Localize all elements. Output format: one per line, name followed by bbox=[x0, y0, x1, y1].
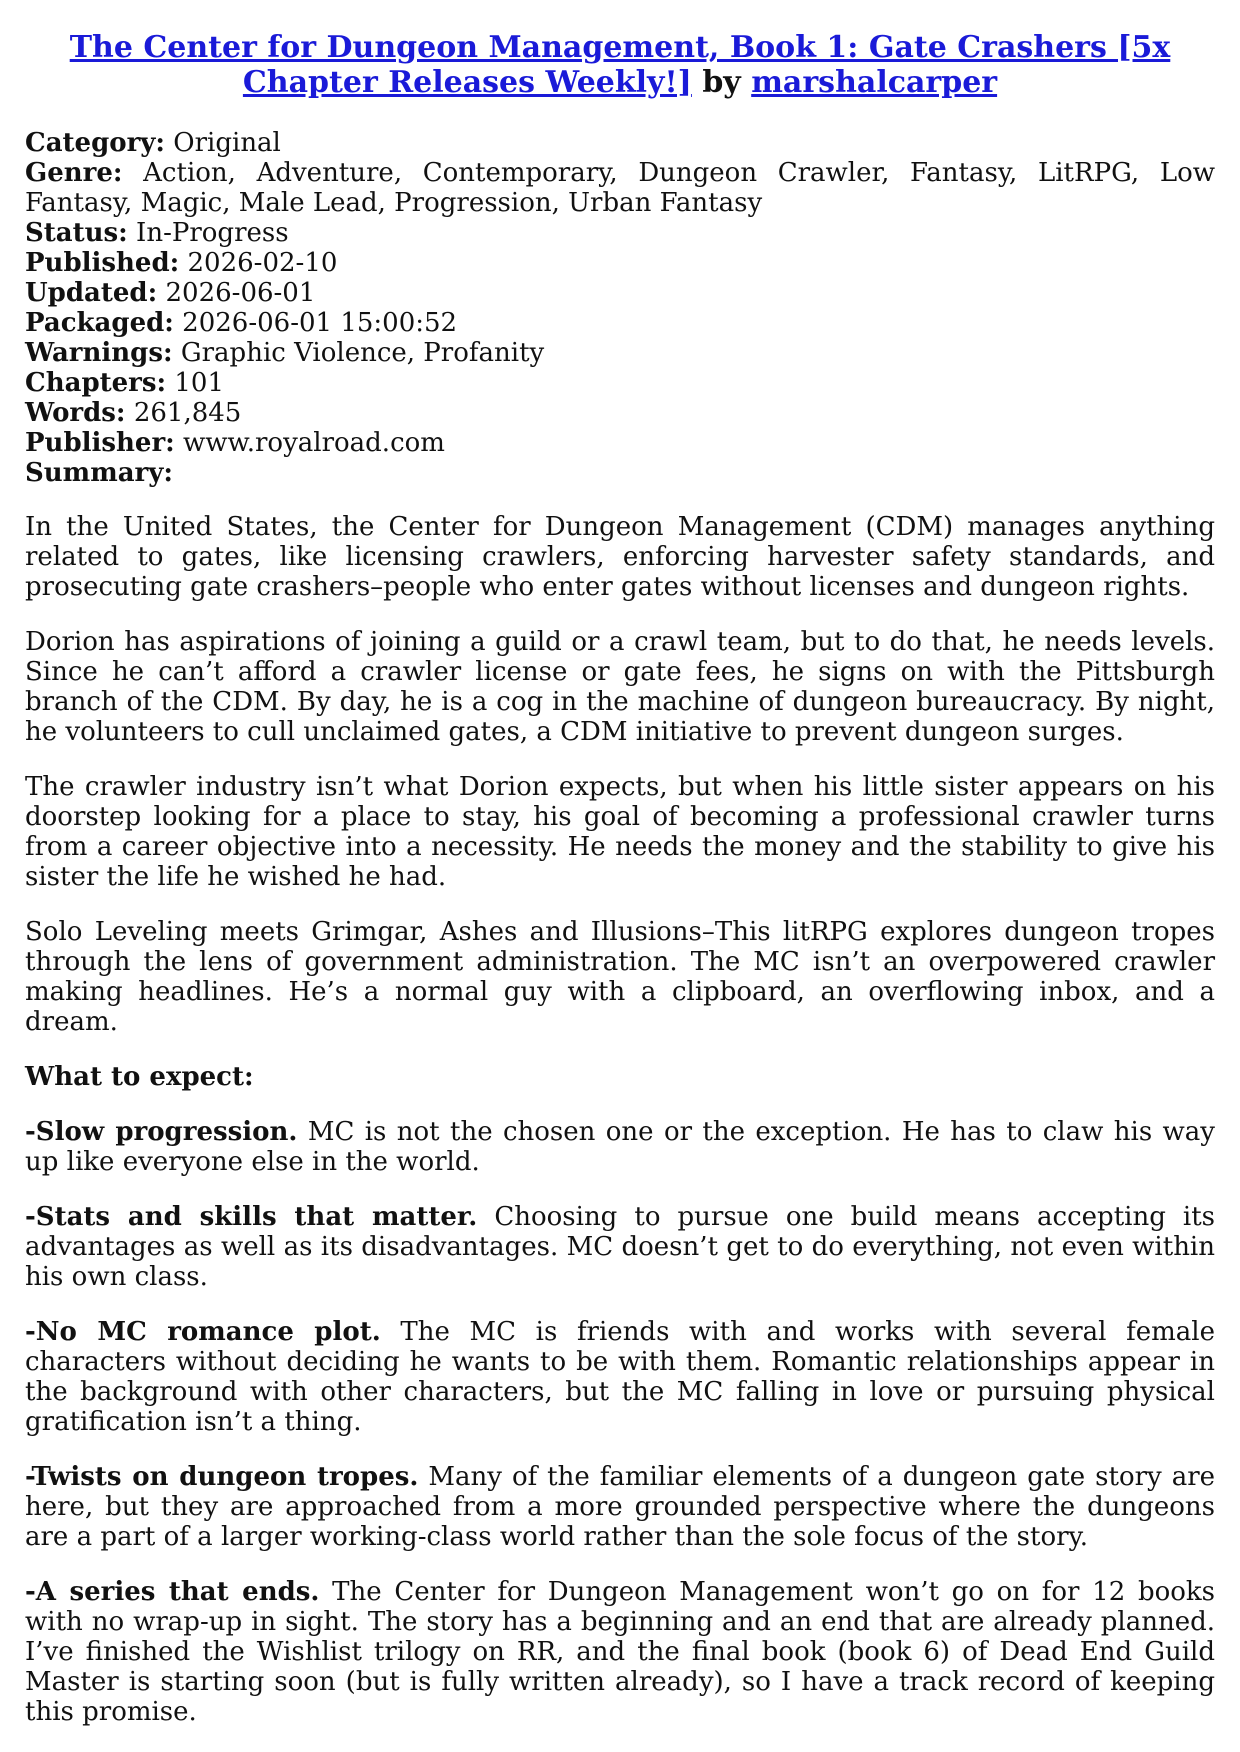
meta-value: In-Progress bbox=[136, 218, 289, 248]
meta-value: Action, Adventure, Contemporary, Dungeon Crawler, Fantasy, LitRPG, Low Fantasy, Magic, Male Lead, Progression, Urban Fantasy bbox=[25, 158, 1215, 218]
meta-chapters bbox=[25, 368, 1215, 398]
book-title-link[interactable]: The Center for Dungeon Management, Book 1: Gate Crashers [5x Chapter Releases Weekly!] bbox=[69, 30, 1171, 100]
meta-label: Updated: bbox=[25, 278, 158, 308]
meta-warnings bbox=[25, 338, 1215, 368]
expect-item-heading: -Slow progression. bbox=[25, 1117, 298, 1147]
expect-item bbox=[25, 1462, 1215, 1552]
meta-value: www.royalroad.com bbox=[183, 428, 445, 458]
meta-value: 2026-06-01 bbox=[165, 278, 316, 308]
meta-packaged bbox=[25, 308, 1215, 338]
expect-heading bbox=[25, 1062, 1215, 1092]
by-text: by bbox=[702, 65, 741, 100]
meta-label: Genre: bbox=[25, 158, 123, 188]
meta-publisher bbox=[25, 428, 1215, 458]
expect-heading-text: What to expect: bbox=[25, 1062, 254, 1092]
expect-item-text: The Center for Dungeon Management won’t go on for 12 books with no wrap-up in sight. The story has a beginning and an end that are already planned. I’ve finished the Wishlist trilogy on RR, and the final book (book 6) of Dead End Guild Master is starting soon (but is fully written already), so I have a track record of keeping this promise. bbox=[25, 1577, 1215, 1727]
meta-published bbox=[25, 248, 1215, 278]
expect-item-heading: -A series that ends. bbox=[25, 1577, 320, 1607]
summary-body bbox=[25, 512, 1215, 1727]
meta-updated bbox=[25, 278, 1215, 308]
expect-item bbox=[25, 1202, 1215, 1292]
expect-item-heading: -Stats and skills that matter. bbox=[25, 1202, 478, 1232]
summary-paragraph: Solo Leveling meets Grimgar, Ashes and Illusions–This litRPG explores dungeon tropes through the lens of government administration. The MC isn’t an overpowered crawler making headlines. He’s a normal guy with a clipboard, an overflowing inbox, and a dream. bbox=[25, 917, 1215, 1037]
expect-item bbox=[25, 1117, 1215, 1177]
expect-item-heading: -No MC romance plot. bbox=[25, 1317, 381, 1347]
meta-label: Category: bbox=[25, 128, 166, 158]
meta-value: 2026-06-01 15:00:52 bbox=[182, 308, 458, 338]
expect-item-text: The MC is friends with and works with several female characters without deciding he wants to be with them. Romantic relationships appear in the background with other characters, but the MC falling in love or pursuing physical gratification isn’t a thing. bbox=[25, 1317, 1215, 1437]
expect-item-text: Many of the familiar elements of a dungeon gate story are here, but they are approached from a more grounded perspective where the dungeons are a part of a larger working-class world rather than the sole focus of the story. bbox=[25, 1462, 1216, 1552]
meta-genre bbox=[25, 158, 1215, 218]
page-title bbox=[60, 30, 1180, 100]
meta-value: Original bbox=[173, 128, 281, 158]
meta-status bbox=[25, 218, 1215, 248]
expect-item-text: Choosing to pursue one build means accepting its advantages as well as its disadvantages. MC doesn’t get to do everything, not even within his own class. bbox=[25, 1202, 1215, 1292]
meta-label: Words: bbox=[25, 398, 126, 428]
meta-value: 2026-02-10 bbox=[187, 248, 338, 278]
meta-label: Summary: bbox=[25, 458, 173, 488]
summary-paragraph: In the United States, the Center for Dungeon Management (CDM) manages anything related to gates, like licensing crawlers, enforcing harvester safety standards, and prosecuting gate crashers–people who enter gates without licenses and dungeon rights. bbox=[25, 512, 1215, 602]
meta-label: Packaged: bbox=[25, 308, 174, 338]
expect-item bbox=[25, 1317, 1215, 1437]
meta-label: Chapters: bbox=[25, 368, 167, 398]
expect-item-text: MC is not the chosen one or the exception. He has to claw his way up like everyone else in the world. bbox=[25, 1117, 1215, 1177]
meta-label: Publisher: bbox=[25, 428, 175, 458]
meta-words bbox=[25, 398, 1215, 428]
summary-paragraph: The crawler industry isn’t what Dorion expects, but when his little sister appears on his doorstep looking for a place to stay, his goal of becoming a professional crawler turns from a career objective into a necessity. He needs the money and the stability to give his sister the life he wished he had. bbox=[25, 772, 1215, 892]
expect-item bbox=[25, 1577, 1215, 1727]
meta-value: 261,845 bbox=[133, 398, 242, 428]
meta-label: Status: bbox=[25, 218, 128, 248]
meta-summary bbox=[25, 458, 1215, 488]
summary-paragraph: Dorion has aspirations of joining a guild or a crawl team, but to do that, he needs levels. Since he can’t afford a crawler license or gate fees, he signs on with the Pittsburgh branch of the CDM. By day, he is a cog in the machine of dungeon bureaucracy. By night, he volunteers to cull unclaimed gates, a CDM initiative to prevent dungeon surges. bbox=[25, 627, 1215, 747]
meta-value: 101 bbox=[174, 368, 225, 398]
meta-label: Published: bbox=[25, 248, 180, 278]
meta-value: Graphic Violence, Profanity bbox=[180, 338, 545, 368]
metadata-block bbox=[25, 128, 1215, 488]
expect-item-heading: -Twists on dungeon tropes. bbox=[25, 1462, 419, 1492]
meta-category bbox=[25, 128, 1215, 158]
meta-label: Warnings: bbox=[25, 338, 173, 368]
author-link[interactable]: marshalcarper bbox=[751, 65, 998, 100]
